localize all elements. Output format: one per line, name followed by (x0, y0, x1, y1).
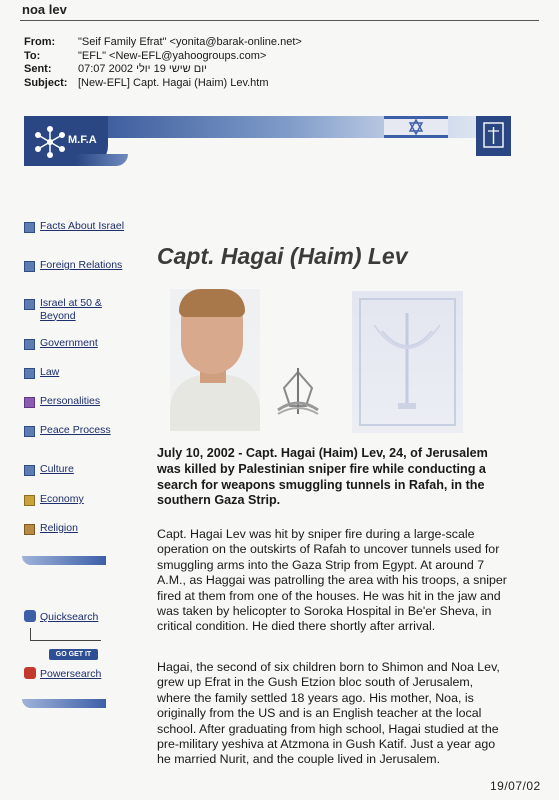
email-header (24, 36, 302, 90)
personalities-icon (24, 397, 35, 408)
article-title: Capt. Hagai (Haim) Lev (157, 243, 408, 269)
nav-item-economy[interactable] (24, 493, 126, 506)
photo-hair (179, 289, 245, 317)
mfa-logo-text: M.F.A (68, 134, 97, 146)
nav-divider (22, 556, 106, 565)
nav-label[interactable]: Culture (40, 463, 74, 475)
subject-label: Subject: (24, 76, 68, 89)
nav-item-law[interactable] (24, 366, 126, 379)
photo-shirt (170, 375, 260, 431)
article-lead: July 10, 2002 - Capt. Hagai (Haim) Lev, 24, of Jerusalem was killed by Palestinian sniper fire while conducting a search for weapons smuggling tunnels in Rafah, in the southern Gaza Strip. (157, 446, 488, 508)
nav-item-peace-process[interactable] (24, 424, 126, 437)
print-date: 19/07/02 (490, 779, 541, 793)
to-row (24, 50, 302, 64)
law-icon (24, 368, 35, 379)
page-divider (20, 20, 539, 21)
economy-icon (24, 495, 35, 506)
banner-swoosh (76, 154, 128, 166)
nav-item-facts-about-israel[interactable] (24, 220, 126, 233)
nav-label[interactable]: Peace Process (40, 424, 111, 436)
subject-row (24, 77, 302, 91)
nav-label[interactable]: Law (40, 366, 60, 378)
powersearch-link[interactable]: Powersearch (40, 668, 102, 680)
sent-label: Sent: (24, 63, 52, 75)
from-label: From: (24, 36, 56, 48)
nav-label[interactable]: Government (40, 337, 98, 349)
article-paragraph-2: Hagai, the second of six children born to Shimon and Noa Lev, grew up Efrat in the Gush Etzion bloc south of Jerusalem, where the family settled 18 years ago. His mother, Noa, is originally from the US and is an English teacher at the local school. After graduating from high school, Hagai studied at the pre-military yeshiva at Atzmona in Gush Katif. Just a year ago he married Nurit, and the couple lived in Jerusalem. (157, 660, 500, 767)
nav-item-personalities[interactable] (24, 395, 126, 408)
from-row (24, 36, 302, 50)
nav-item-foreign-relations[interactable] (24, 259, 126, 272)
quicksearch-link[interactable]: Quicksearch (40, 611, 99, 623)
nav-label[interactable]: Foreign Relations (40, 259, 123, 271)
sent-row (24, 63, 302, 77)
nav-item-culture[interactable] (24, 463, 126, 476)
nav-label[interactable]: Facts About Israel (40, 220, 125, 232)
israel-flag-icon (384, 116, 448, 138)
search-icon (24, 610, 36, 622)
religion-icon (24, 524, 35, 535)
state-emblem-icon (476, 116, 511, 156)
peace-icon (24, 426, 35, 437)
idf-emblem-icon (272, 366, 324, 420)
quicksearch-input[interactable] (30, 628, 101, 641)
subject-value: [New-EFL] Capt. Hagai (Haim) Lev.htm (78, 76, 269, 89)
nav-divider-bottom (22, 699, 106, 708)
nav-item-government[interactable] (24, 337, 126, 350)
facts-icon (24, 222, 35, 233)
government-icon (24, 339, 35, 350)
nav-item-israel-at-50[interactable] (24, 297, 126, 322)
to-label: To: (24, 49, 41, 62)
nav-label[interactable]: Israel at 50 & Beyond (40, 297, 102, 322)
globe-icon (24, 261, 35, 272)
banner-strip (106, 116, 511, 138)
nav-label[interactable]: Economy (40, 493, 84, 505)
portrait-photo (170, 289, 260, 431)
israel50-icon (24, 299, 35, 310)
nav-label[interactable]: Religion (40, 522, 78, 534)
powersearch-icon (24, 667, 36, 679)
culture-icon (24, 465, 35, 476)
mfa-banner (24, 116, 511, 180)
to-value: "EFL" <New-EFL@yahoogroups.com> (78, 49, 267, 62)
faded-state-emblem (352, 291, 463, 433)
star-of-david-icon (384, 119, 448, 135)
from-value: "Seif Family Efrat" <yonita@barak-online.net> (78, 36, 302, 48)
page-name: noa lev (22, 2, 67, 17)
mfa-star-icon (28, 120, 72, 164)
sent-value: 07:07 2002 יום שישי 19 יולי (78, 63, 207, 75)
nav-label[interactable]: Personalities (40, 395, 101, 407)
article-paragraph-1: Capt. Hagai Lev was hit by sniper fire during a large-scale operation on the outskirts of Rafah to uncover tunnels used for smuggling arms into the Gaza Strip from Egypt. At around 7 A.M., as Haggai was patrolling the area with his troops, a sniper fired at them from one of the houses. He was hit in the jaw and was taken by helicopter to Soroka Hospital in Be'er Sheva, in critical condition. He died there shortly after arrival. (157, 527, 507, 634)
nav-item-religion[interactable] (24, 522, 126, 535)
go-get-it-button[interactable]: GO GET IT (49, 649, 98, 660)
